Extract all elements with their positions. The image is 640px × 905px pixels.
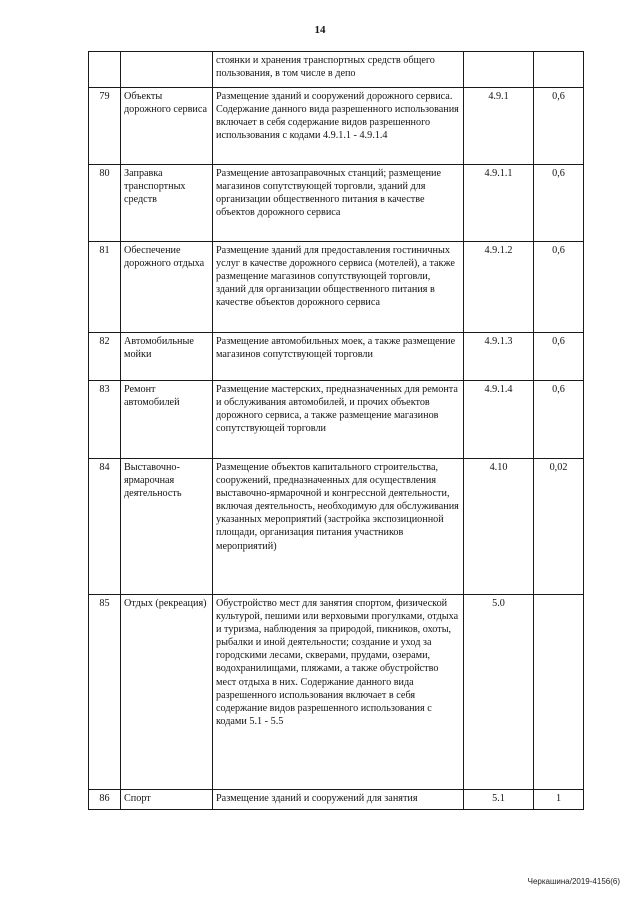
land-use-value: 0,6 — [534, 165, 584, 242]
land-use-description: стоянки и хранения транспортных средств общего пользования, в том числе в депо — [213, 52, 464, 88]
row-number: 83 — [89, 381, 121, 459]
table-row — [89, 381, 584, 459]
land-use-name: Обеспечение дорожного отдыха — [121, 242, 213, 333]
table-row — [89, 88, 584, 165]
land-use-description: Размещение зданий и сооружений для занятия — [213, 790, 464, 810]
land-use-value: 0,6 — [534, 88, 584, 165]
land-use-table — [88, 51, 584, 810]
land-use-value: 0,6 — [534, 333, 584, 381]
land-use-code: 4.10 — [464, 459, 534, 595]
table-row — [89, 459, 584, 595]
table-row — [89, 52, 584, 88]
row-number — [89, 52, 121, 88]
document-footer: Черкашина/2019-4156(6) — [527, 877, 620, 886]
land-use-code: 4.9.1.1 — [464, 165, 534, 242]
land-use-description: Размещение автозаправочных станций; размещение магазинов сопутствующей торговли, зданий для организации общественного питания в качестве объектов дорожного сервиса — [213, 165, 464, 242]
land-use-description: Размещение мастерских, предназначенных для ремонта и обслуживания автомобилей, и прочих объектов дорожного сервиса, а также размещение магазинов сопутствующей торговли — [213, 381, 464, 459]
land-use-code: 5.1 — [464, 790, 534, 810]
row-number: 79 — [89, 88, 121, 165]
land-use-value — [534, 52, 584, 88]
page-number: 14 — [314, 24, 326, 36]
land-use-description: Обустройство мест для занятия спортом, физической культурой, пешими или верховыми прогулками, отдыха и туризма, наблюдения за природой, пикников, охоты, рыбалки и иной деятельности; создание и уход за городскими лесами, скверами, прудами, озерами, водохранилищами, пляжами, а также обустройство мест отдыха в них. Содержание данного вида разрешенного использования включает в себя содержание видов разрешенного использования с кодами 5.1 - 5.5 — [213, 595, 464, 790]
land-use-code: 4.9.1.3 — [464, 333, 534, 381]
land-use-name: Выставочно-ярмарочная деятельность — [121, 459, 213, 595]
table-row — [89, 333, 584, 381]
land-use-value: 1 — [534, 790, 584, 810]
land-use-description: Размещение зданий и сооружений дорожного сервиса. Содержание данного вида разрешенного использования включает в себя содержание видов разрешенного использования с кодами 4.9.1.1 - 4.9.1.4 — [213, 88, 464, 165]
land-use-code: 5.0 — [464, 595, 534, 790]
row-number: 86 — [89, 790, 121, 810]
land-use-code: 4.9.1.2 — [464, 242, 534, 333]
land-use-code — [464, 52, 534, 88]
row-number: 84 — [89, 459, 121, 595]
land-use-name: Объекты дорожного сервиса — [121, 88, 213, 165]
table-row — [89, 165, 584, 242]
table-row — [89, 242, 584, 333]
row-number: 85 — [89, 595, 121, 790]
row-number: 82 — [89, 333, 121, 381]
row-number: 81 — [89, 242, 121, 333]
table-row — [89, 790, 584, 810]
land-use-name: Отдых (рекреация) — [121, 595, 213, 790]
land-use-description: Размещение объектов капитального строительства, сооружений, предназначенных для осуществления выставочно-ярмарочной и конгрессной деятельности, включая деятельность, необходимую для обслуживания указанных мероприятий (застройка экспозиционной площади, организация питания участников мероприятий) — [213, 459, 464, 595]
land-use-description: Размещение зданий для предоставления гостиничных услуг в качестве дорожного сервиса (мотелей), а также размещение магазинов сопутствующей торговли, зданий для организации общественного питания в качестве объектов дорожного сервиса — [213, 242, 464, 333]
land-use-value: 0,6 — [534, 242, 584, 333]
land-use-value: 0,02 — [534, 459, 584, 595]
land-use-code: 4.9.1 — [464, 88, 534, 165]
land-use-value — [534, 595, 584, 790]
land-use-code: 4.9.1.4 — [464, 381, 534, 459]
table-row — [89, 595, 584, 790]
land-use-name: Ремонт автомобилей — [121, 381, 213, 459]
land-use-name: Заправка транспортных средств — [121, 165, 213, 242]
land-use-value: 0,6 — [534, 381, 584, 459]
land-use-name — [121, 52, 213, 88]
row-number: 80 — [89, 165, 121, 242]
land-use-name: Спорт — [121, 790, 213, 810]
land-use-description: Размещение автомобильных моек, а также размещение магазинов сопутствующей торговли — [213, 333, 464, 381]
land-use-name: Автомобильные мойки — [121, 333, 213, 381]
